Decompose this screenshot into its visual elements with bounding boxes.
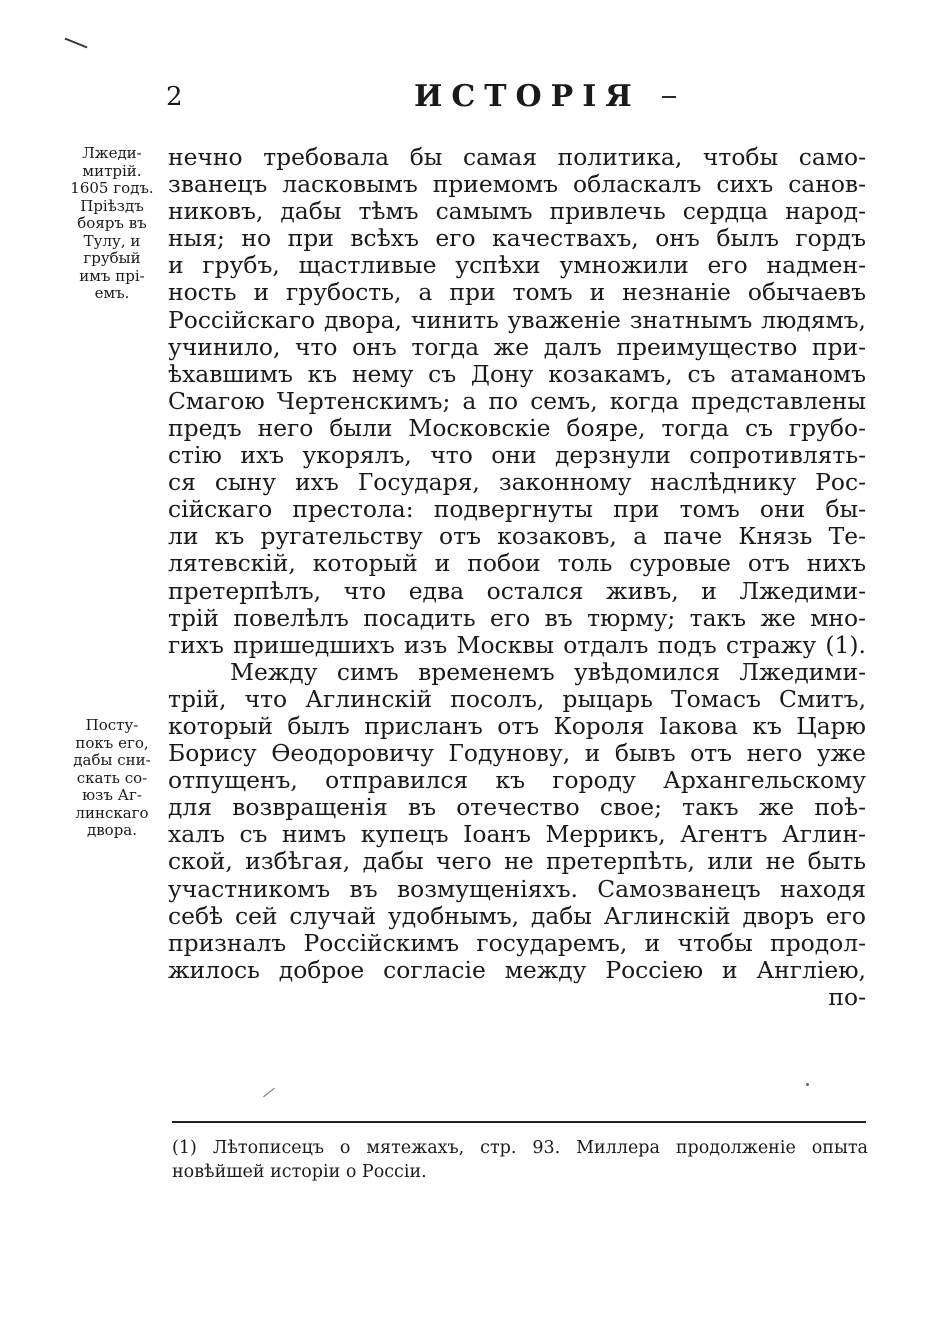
body-line: участникомъ въ возмущеніяхъ. Самозванецъ находя: [168, 874, 866, 903]
body-line: званецъ ласковымъ приемомъ обласкалъ сихъ санов-: [168, 170, 866, 199]
margin-note-line: покъ его,: [75, 733, 149, 752]
footnote-line: новѣйшей исторіи о Россіи.: [172, 1162, 427, 1182]
body-line: сійскаго престола: подвергнуты при томъ они бы-: [168, 495, 866, 524]
page-number: 2: [166, 82, 183, 112]
body-line: отпущенъ, отправился къ городу Архангельскому: [168, 766, 866, 795]
margin-pencil-mark: [64, 38, 87, 49]
margin-note: [63, 717, 161, 840]
footnote: [172, 1136, 868, 1184]
body-text: [168, 144, 866, 1011]
body-line: который былъ присланъ отъ Короля Іакова къ Царю: [168, 711, 866, 740]
body-line: предъ него были Московскіе бояре, тогда съ грубо-: [168, 413, 866, 442]
body-line: и грубъ, щастливые успѣхи умножили его надмен-: [168, 251, 866, 280]
margin-note-line: двора.: [86, 821, 138, 839]
margin-note-line: юзъ Аг-: [82, 786, 142, 804]
footnote-line: (1) Лѣтописецъ о мятежахъ, стр. 93. Миллера продолженіе опыта: [172, 1138, 868, 1158]
body-line: трій, что Аглинскій посолъ, рыцарь Томасъ Смитъ,: [168, 684, 866, 713]
body-line: Смагою Чертенскимъ; а по семъ, когда представлены: [168, 386, 866, 415]
body-line: претерпѣлъ, что едва остался живъ, и Лжедими-: [168, 576, 866, 605]
margin-note-line: Посту-: [85, 716, 139, 734]
body-line: ской, избѣгая, дабы чего не претерпѣть, или не быть: [168, 847, 866, 876]
body-line: Россійскаго двора, чинить уваженіе знатнымъ людямъ,: [168, 305, 866, 334]
margin-note-line: бояръ въ: [77, 214, 147, 232]
body-line: трій повелѣлъ посадить его въ тюрму; такъ же мно-: [168, 603, 866, 632]
body-line: стію ихъ укорялъ, что они дерзнули сопротивлять-: [168, 441, 866, 470]
margin-note-line: емъ.: [94, 284, 130, 302]
pencil-dot: [806, 1083, 809, 1086]
body-line: учинило, что онъ тогда же далъ преимущество при-: [168, 332, 866, 361]
body-line: ѣхавшимъ къ нему съ Дону козакамъ, съ атаманомъ: [168, 359, 866, 388]
body-line: лятевскій, который и побои толь суровые отъ нихъ: [168, 549, 866, 578]
body-line: ли къ ругательству отъ козаковъ, а паче Князь Те-: [168, 522, 866, 551]
body-line: никовъ, дабы тѣмъ самымъ привлечь сердца народ-: [168, 197, 866, 226]
body-line: для возвращенія въ отечество свое; такъ же поѣ-: [168, 793, 866, 822]
catchword: по-: [828, 982, 866, 1011]
margin-note: [63, 145, 161, 303]
margin-note-line: Лжеди-: [82, 144, 142, 162]
margin-note-line: Пріѣздъ: [80, 196, 144, 215]
margin-note-line: имъ прі-: [79, 266, 145, 285]
body-line: халъ съ нимъ купецъ Іоанъ Меррикъ, Агентъ Аглин-: [168, 820, 866, 849]
margin-note-line: митрій.: [82, 161, 142, 180]
body-line: нечно требовала бы самая политика, чтобы само-: [168, 143, 866, 171]
body-line: себѣ сей случай удобнымъ, дабы Аглинскій дворъ его: [168, 901, 866, 930]
title-dash: [662, 96, 676, 98]
body-line: призналъ Россійскимъ государемъ, и чтобы продол-: [168, 928, 866, 957]
body-line: гихъ пришедшихъ изъ Москвы отдалъ подъ стражу (1).: [168, 630, 866, 659]
margin-note-line: грубый: [83, 249, 141, 267]
margin-note-line: Тулу, и: [83, 231, 141, 250]
margin-note-line: линскаго: [75, 803, 149, 822]
running-title: ИСТОРІЯ: [414, 79, 641, 114]
pencil-mark: [263, 1088, 275, 1097]
body-line: жилось доброе согласіе между Россіею и Англіею,: [168, 955, 866, 984]
margin-note-line: 1605 годъ.: [70, 179, 154, 197]
body-line: Борису Ѳеодоровичу Годунову, и бывъ отъ него уже: [168, 739, 866, 768]
footnote-rule: [172, 1121, 866, 1123]
margin-note-line: скать со-: [76, 768, 148, 787]
body-line: ся сыну ихъ Государя, законному наслѣднику Рос-: [168, 468, 866, 497]
body-line: Между симъ временемъ увѣдомился Лжедими-: [230, 657, 866, 686]
margin-note-line: дабы сни-: [73, 751, 151, 769]
body-line: ность и грубость, а при томъ и незнаніе обычаевъ: [168, 278, 866, 307]
body-line: ныя; но при всѣхъ его качествахъ, онъ былъ гордъ: [168, 224, 866, 253]
